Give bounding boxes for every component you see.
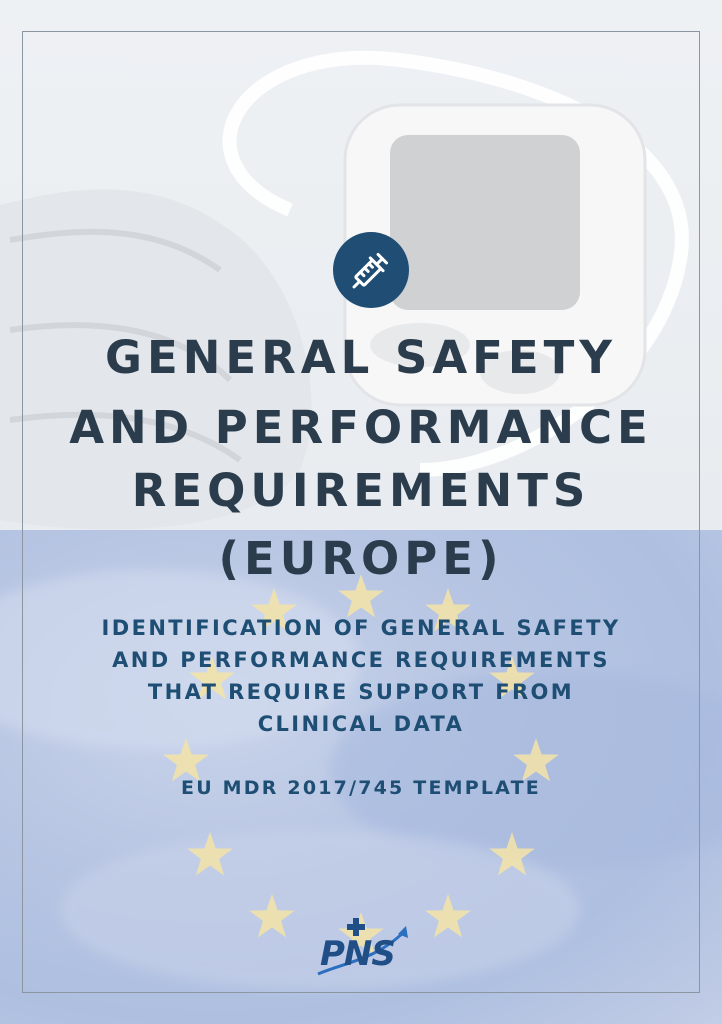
subtitle-line-1: IDENTIFICATION OF GENERAL SAFETY xyxy=(101,616,621,640)
subtitle-line-3: THAT REQUIRE SUPPORT FROM xyxy=(147,680,575,704)
pns-logo xyxy=(316,916,412,980)
syringe-badge xyxy=(333,232,409,308)
title-line-3: REQUIREMENTS xyxy=(131,464,591,517)
syringe-icon xyxy=(333,232,409,308)
title-line-4: (EUROPE) xyxy=(218,532,504,585)
title-line-1: GENERAL SAFETY xyxy=(105,331,617,384)
logo-text: PNS xyxy=(320,934,395,974)
template-label: EU MDR 2017/745 TEMPLATE xyxy=(181,777,541,799)
subtitle-line-2: AND PERFORMANCE REQUIREMENTS xyxy=(112,648,610,672)
subtitle-line-4: CLINICAL DATA xyxy=(257,712,465,736)
title-line-2: AND PERFORMANCE xyxy=(69,401,653,454)
